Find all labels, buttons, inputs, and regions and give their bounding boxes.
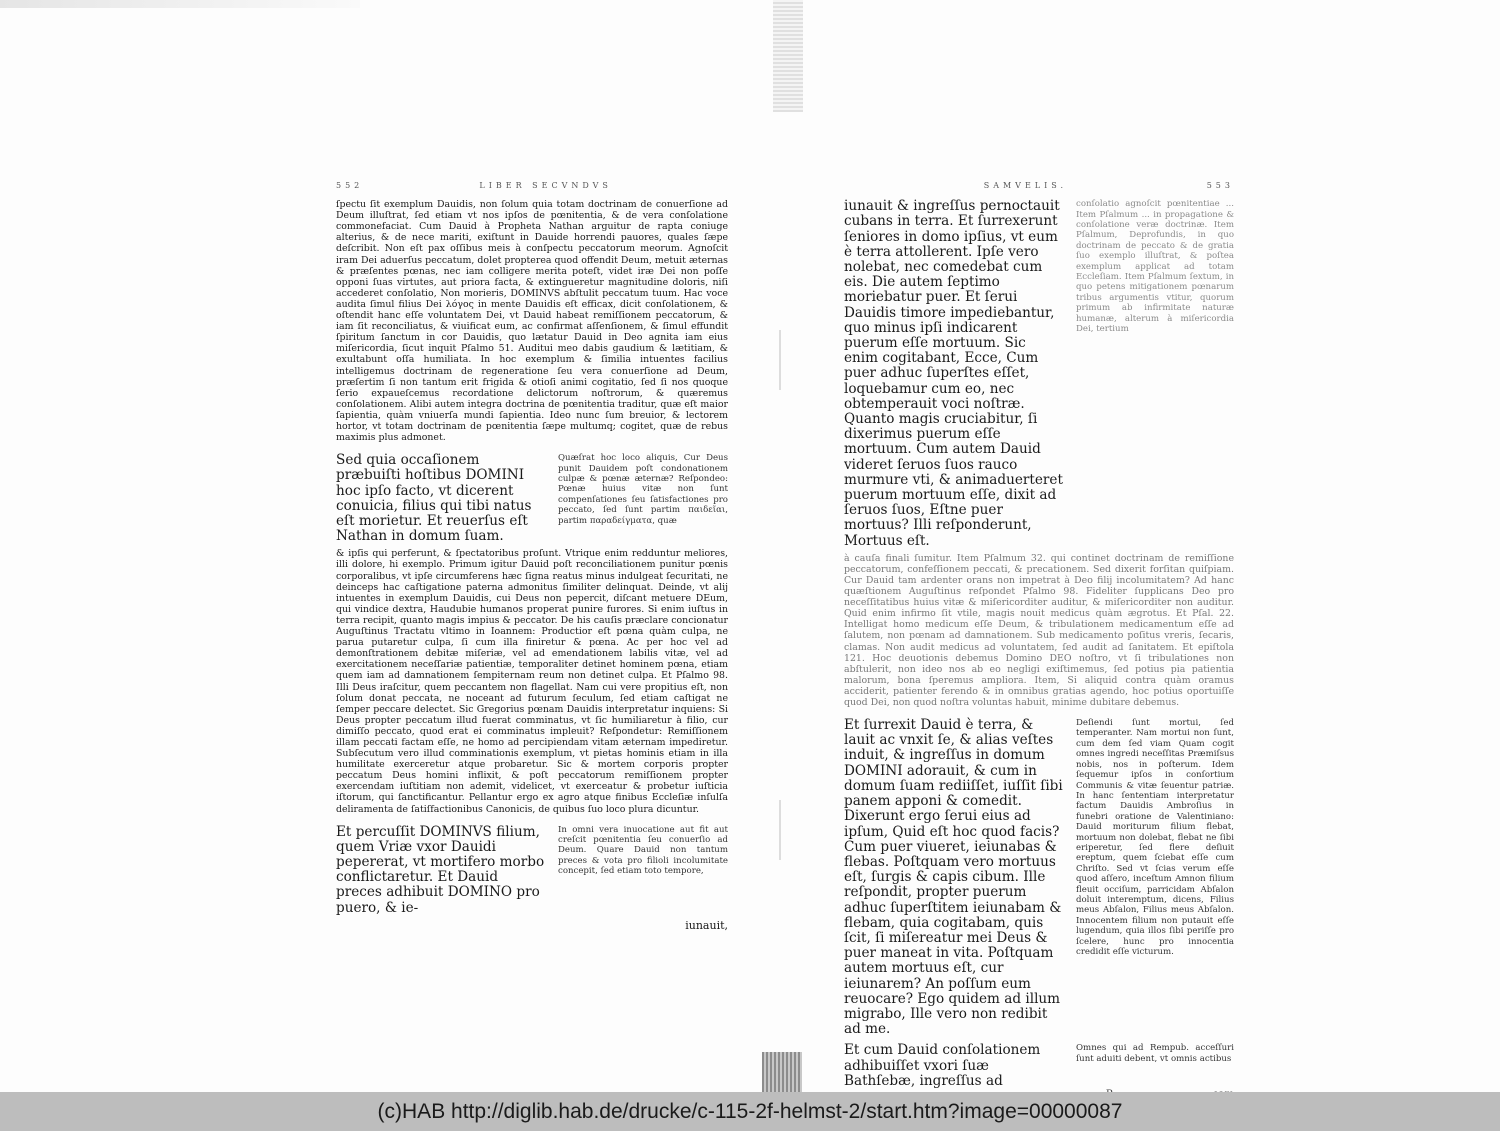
marginal-note: Deſiendi ſunt mortui, ſed temperanter. Nam mortui non ſunt, cum dem ſed viam Quam cogit omnes ingredi neceſſitas Præmiſsus nobis, nos in poſterum. Idem ſequemur ipſos in conſortium Communis & vitæ ſeuentur patriæ. In hanc ſententiam interpretatur factum Dauidis Ambroſius in funebri oratione de Valentiniano: Dauid moriturum filium flebat, mortuum non dolebat, flebat ne ſibi eriperetur, ſed flere deſiuit ereptum, quem ſciebat eſſe cum Chriſto. Sed vt ſcias verum eſſe quod aſſero, inceſtum Amnon filium fleuit occiſum, parricidam Abſalon doluit interemptum, dicens, Filius meus Abſalon, Filius meus Abſalon. Innocentem filium non putauit eſſe lugendum, quia illos ſibi periſſe pro ſcelere, hunc pro innocentia credidit eſſe victurum. [1076,718,1234,958]
gutter-shadow-bottom [762,1052,802,1092]
commentary-paragraph: à cauſa finali ſumitur. Item Pſalmum 32. qui continet doctrinam de remiſſione peccatorum, confeſſionem peccati, & precationem. Sed dixerit forſitan quiſpiam. Cur Dauid tam ardenter orans non impetrat à Deo filij incolumitatem? Ad hanc quæſtionem Auguſtinus reſpondet Pſalmo 98. Fideliter ſupplicans Deo pro neceſſitatibus huius vitæ & miſericorditer auditur, & miſericorditer non auditur. Quid enim infirmo ſit vtile, magis nouit medicus quàm ægrotus. Et Pſal. 22. Intelligat homo medicum eſſe Deum, & tribulationem medicamentum eſſe ad ſalutem, non pœnam ad damnationem. Sub medicamento poſitus vreris, ſecaris, clamas. Non audit medicus ad voluntatem, ſed audit ad ſanitatem. Et epiſtola 121. Hoc deuotionis debemus Domino DEO noſtro, vt ſi tribulationes non abſtulerit, non ideo nos ab eo negligi exiſtimemus, ſed potius pia patientia malorum, bona ſperemus ampliora. Item, Si aliquid contra quàm oramus acciderit, patienter ferendo & in omnibus gratias agendo, hoc potius oportuiſſe quod Dei, non quod noſtra voluntas habuit, minime dubitare debemus. [844,552,1234,708]
gutter-line [779,330,781,390]
scripture-verse: Et percuſſit DOMINVS filium, quem Vriæ vxor Dauidi pepererat, vt mortifero morbo conflictaretur. Et Dauid preces adhibuit DOMINO pro puero, & ie- [336,823,545,916]
running-title: LIBER SECVNDVS [479,181,612,190]
marginal-note: Omnes qui ad Rempub. acceſſuri ſunt aduiti debent, vt omnis actibus [1076,1043,1234,1064]
gutter-line [779,800,781,860]
copyright-link[interactable]: (c)HAB http://diglib.hab.de/drucke/c-115-2f-helmst-2/start.htm?image=00000087 [377,1099,1123,1123]
commentary-paragraph: & ipſis qui perferunt, & ſpectatoribus proſunt. Vtrique enim redduntur meliores, illi dolore, hi exemplo. Primum igitur Dauid poſt reconciliationem punitur pœnis corporalibus, vt ipſe circumferens hæc ſigna reatus minus indulgeat ſecuritati, ne deinceps hac caſtigatione paterna admonitus ſimiliter delinquat. Deinde, vt alij intuentes in exemplum Dauidis, cui Deus non pepercit, diſcant metuere DEum, qui vindice dextra, Haudubie humanos properat punire furores. Si enim iuſtus in terra recipit, quanto magis impius & peccator. De his cauſis præclare concionatur Auguſtinus Tractatu vltimo in Ioannem: Productior eſt pœna quàm culpa, ne parua putaretur culpa, ſi cum illa finiretur & pœna. Ac per hoc vel ad demonſtrationem debitæ miſeriæ, vel ad emendationem labilis vitæ, vel ad exercitationem neceſſariæ patientiæ, temporaliter detinet hominem pœna, etiam quem iam ad damnationem ſempiternam reum non detinet culpa. Et Pſalmo 98. Illi Deus iraſcitur, quem peccantem non flagellat. Nam cui vere propitius eſt, non ſolum donat peccata, ne noceant ad futurum ſeculum, ſed etiam caſtigat ne ſemper peccare delectet. Sic Gregorius pœnam Dauidis interpretatur inquiens: Si Deus propter peccatum illud fuerat comminatus, vt ſic humiliaretur à filio, cur dimiſſo peccato, quod erat ei comminatus impleuit? Reſpondetur: Remiſſionem illam peccati factam eſſe, ne homo ad percipiendam vitam æternam impediretur. Subſecutum vero illud comminationis exemplum, vt pietas hominis etiam in illa humilitate exerceretur atque probaretur. Sic & mortem corporis propter peccatum Deus homini inflixit, & poſt peccatorum remiſſionem propter exercendam iuſtitiam non ademit, videlicet, vt exerceatur & probetur iuſticia iſtorum, qui ſanctificantur. Pellantur ergo ex agro atque finibus Eccleſiæ inſulſa deliramenta de ſatiſfactionibus Canonicis, de quibus ſuo loco plura dicuntur. [336,548,728,815]
catchword: iunauit, [685,918,728,932]
scripture-block [844,1043,1234,1089]
scripture-block [336,825,728,916]
scripture-block [844,718,1234,1037]
scripture-block [844,199,1234,549]
page-number: 553 [1206,181,1234,190]
scripture-verse: Et cum Dauid conſolationem adhibuiſſet vxori ſuæ Bathſebæ, ingreſſus ad [844,1042,1041,1089]
running-title: SAMVELIS. [983,181,1067,190]
right-page [844,180,1234,1100]
scan-edge [0,0,360,8]
scripture-verse: Et ſurrexit Dauid è terra, & lauit ac vnxit ſe, & alias veſtes induit, & ingreſſus in domum DOMINI adorauit, & cum in domum ſuam rediiſſet, iuſſit ſibi panem apponi & comedit. Dixerunt ergo ſerui eius ad ipſum, Quid eſt hoc quod facis? Cum puer viueret, ieiunabas & flebas. Poſtquam vero mortuus eſt, ſurgis & capis cibum. Ille reſpondit, propter puerum adhuc ſuperſtitem ieiunabam & flebam, quia cogitabam, quis ſcit, ſi miſereatur mei Deus & puer maneat in vita. Poſtquam autem mortuus eſt, cur ieiunarem? An poſſum eum reuocare? Ego quidem ad illum migrabo, Ille vero non redibit ad me. [844,717,1063,1038]
running-head [336,180,728,191]
gutter-shadow-top [773,0,803,112]
scripture-verse: Sed quia occaſionem præbuiſti hoſtibus DOMINI hoc ipſo facto, vt dicerent conuicia, filius qui tibi natus eſt morietur. Et reuerſus eſt Nathan in domum ſuam. [336,452,532,545]
marginal-note: In omni vera inuocatione aut fit aut creſcit pœnitentia ſeu conuerſio ad Deum. Quare Dauid non tantum preces & vota pro filioli incolumitate concepit, ſed etiam toto tempore, [558,824,728,877]
copyright-footer [0,1092,1500,1131]
marginal-note: conſolatio agnoſcit pœnitentiae ... Item Pſalmum ... in propagatione & conſolatione veræ doctrinæ. Item Pſalmum, Deprofundis, in quo doctrinam de peccato & de gratia ſuo exemplo illuſtrat, & poſtea exemplum applicat ad totam Eccleſiam. Item Pſalmum ſextum, in quo petens mitigationem pœnarum tribus argumentis vtitur, quorum primum ab infirmitate naturæ humanæ, alterum à miſericordia Dei, tertium [1076,199,1234,334]
running-head [844,180,1234,191]
scripture-verse: iunauit & ingreſſus pernoctauit cubans in terra. Et ſurrexerunt ſeniores in domo ipſius, vt eum è terra attollerent. Ipſe vero nolebat, nec comedebat cum eis. Die autem ſeptimo moriebatur puer. Et ſerui Dauidis timore impediebantur, quo minus ipſi indicarent puerum eſſe mortuum. Sic enim cogitabant, Ecce, Cum puer adhuc ſuperſtes eſſet, loquebamur cum eo, nec obtemperauit voci noſtræ. Quanto magis cruciabitur, ſi dixerimus puerum eſſe mortuum. Cum autem Dauid videret ſeruos ſuos rauco murmure vti, & animaduerteret puerum mortuum eſſe, dixit ad ſeruos ſuos, Eſtne puer mortuus? Illi reſponderunt, Mortuus eſt. [844,198,1063,549]
commentary-paragraph: ſpectu ſit exemplum Dauidis, non ſolum quia totam doctrinam de conuerſione ad Deum illuſtrat, ſed etiam vt nos ipſos de pœnitentia, & de vera conſolatione commonefaciat. Cum Dauid à Propheta Nathan arguitur de rapta coniuge alterius, & de nece mariti, exiſtunt in Dauide horrendi pauores, quales ſæpe deſcribit. Non eſt pax oſſibus meis à conſpectu peccatorum meorum. Agnoſcit iram Dei aduerſus peccatum, dolet propterea quod offendit Deum, metuit æternas & præſentes pœnas, nec iam colligere merita poteſt, videt iræ Dei non poſſe opponi ſuas virtutes, aut priora facta, & extingueretur magnitudine doloris, niſi accederet conſolatio, Non morieris, DOMINVS abſtulit peccatum tuum. Hac voce audita ſimul filius Dei λόγος in mente Dauidis eſt efficax, dicit conſolationem, & oſtendit hanc eſſe voluntatem Dei, vt Dauid habeat remiſſionem peccatorum, & iam ſit reconciliatus, & viuificat eum, ac confirmat aſſenſionem, & ſimul effundit ſpiritum ſanctum in cor Dauidis, quo lætatur Dauid in Deo agnita iam eius miſericordia, ſicut inquit Pſalmo 51. Auditui meo dabis gaudium & lætitiam, & exultabunt oſſa humiliata. In hoc exemplum & ſimilia intuentes facilius intelligemus doctrinam de regeneratione ſeu vera conuerſione ad Deum, præſertim ſi non tantum erit frigida & otioſi animi cogitatio, ſed ſi nos quoque ſerio expaueſcemus recordatione delictorum noſtrorum, & quæremus conſolationem. Alibi autem integra doctrina de pœnitentia traditur, quæ eſt maior ſapientia, quàm vniuerſa mundi ſapientia. Ideo nunc ſum breuior, & lectorem hortor, vt totam doctrinam de pœnitentia ſæpe multumq; cogitet, quæ de rebus maximis plus admonet. [336,199,728,444]
page-number: 552 [336,181,364,190]
marginal-note: Quæſrat hoc loco aliquis, Cur Deus punit Dauidem poſt condonationem culpæ & pœnæ æternæ? Reſpondeo: Pœnæ huius vitæ non ſunt compenſationes ſeu ſatisfactiones pro peccato, ſed ſunt partim παιδεῖαι, partim παραδείγματα, quæ [558,453,728,526]
left-page [336,180,728,931]
scripture-block [336,453,728,544]
